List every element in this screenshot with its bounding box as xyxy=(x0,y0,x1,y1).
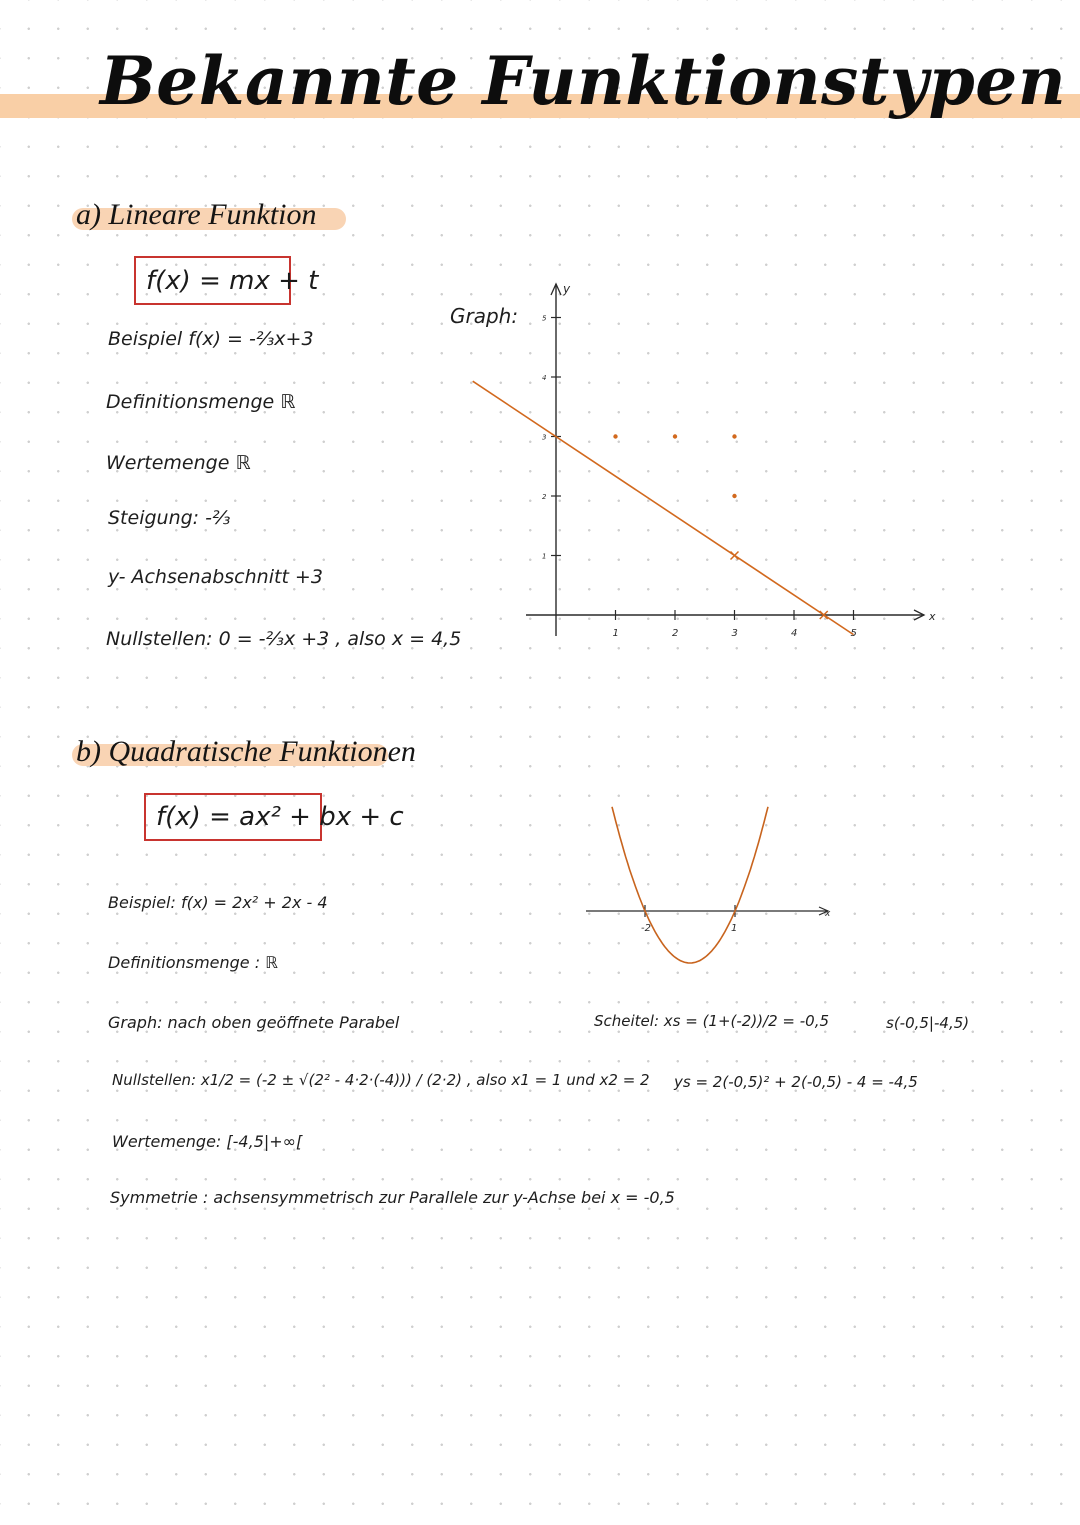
vertex-x: Scheitel: xs = (1+(-2))/2 = -0,5 xyxy=(594,1012,830,1030)
y-tick-label: 1 xyxy=(542,552,547,561)
x-tick-label: 1 xyxy=(612,628,619,639)
parabola-curve xyxy=(612,807,768,963)
linear-range: Wertemenge ℝ xyxy=(106,452,251,474)
x-axis-label: x xyxy=(825,909,831,919)
quadratic-example: Beispiel: f(x) = 2x² + 2x - 4 xyxy=(108,893,328,912)
y-tick-label: 3 xyxy=(542,433,547,442)
x-tick-label: -2 xyxy=(641,923,651,934)
x-tick-label: 5 xyxy=(850,628,857,639)
quadratic-graph-description: Graph: nach oben geöffnete Parabel xyxy=(108,1013,400,1032)
section-a-heading: a) Lineare Funktion xyxy=(76,198,317,231)
y-tick-label: 4 xyxy=(542,374,547,382)
x-tick-label: 1 xyxy=(731,923,738,934)
linear-y-intercept: y- Achsenabschnitt +3 xyxy=(108,566,323,588)
y-tick-label: 5 xyxy=(542,314,547,323)
x-axis-label: x xyxy=(929,610,936,623)
vertex-point: s(-0,5|-4,5) xyxy=(886,1014,970,1032)
quadratic-formula-box: f(x) = ax² + bx + c xyxy=(144,793,322,841)
linear-roots: Nullstellen: 0 = -⅔x +3 , also x = 4,5 xyxy=(106,628,462,650)
y-tick-label: 2 xyxy=(542,493,547,501)
graph-label: Graph: xyxy=(450,304,519,328)
x-tick-label: 4 xyxy=(791,628,798,639)
linear-example: Beispiel f(x) = -⅔x+3 xyxy=(108,328,314,350)
page-title: Bekannte Funktionstypen xyxy=(100,42,1067,120)
quadratic-symmetry: Symmetrie : achsensymmetrisch zur Parallele zur y-Achse bei x = -0,5 xyxy=(110,1188,675,1207)
section-b-heading: b) Quadratische Funktionen xyxy=(76,735,416,768)
quadratic-roots: Nullstellen: x1/2 = (-2 ± √(2² - 4·2·(-4))) / (2·2) , also x1 = 1 und x2 = 2 xyxy=(112,1071,650,1089)
linear-domain: Definitionsmenge ℝ xyxy=(106,391,296,413)
x-tick-label: 3 xyxy=(731,628,738,639)
linear-formula-box: f(x) = mx + t xyxy=(134,256,291,305)
quadratic-range: Wertemenge: [-4,5|+∞[ xyxy=(112,1132,303,1151)
linear-slope: Steigung: -⅔ xyxy=(108,507,231,529)
y-axis-label: y xyxy=(563,282,571,296)
x-tick-label: 2 xyxy=(672,628,679,639)
vertex-y: ys = 2(-0,5)² + 2(-0,5) - 4 = -4,5 xyxy=(674,1073,918,1091)
quadratic-domain: Definitionsmenge : ℝ xyxy=(108,953,278,972)
